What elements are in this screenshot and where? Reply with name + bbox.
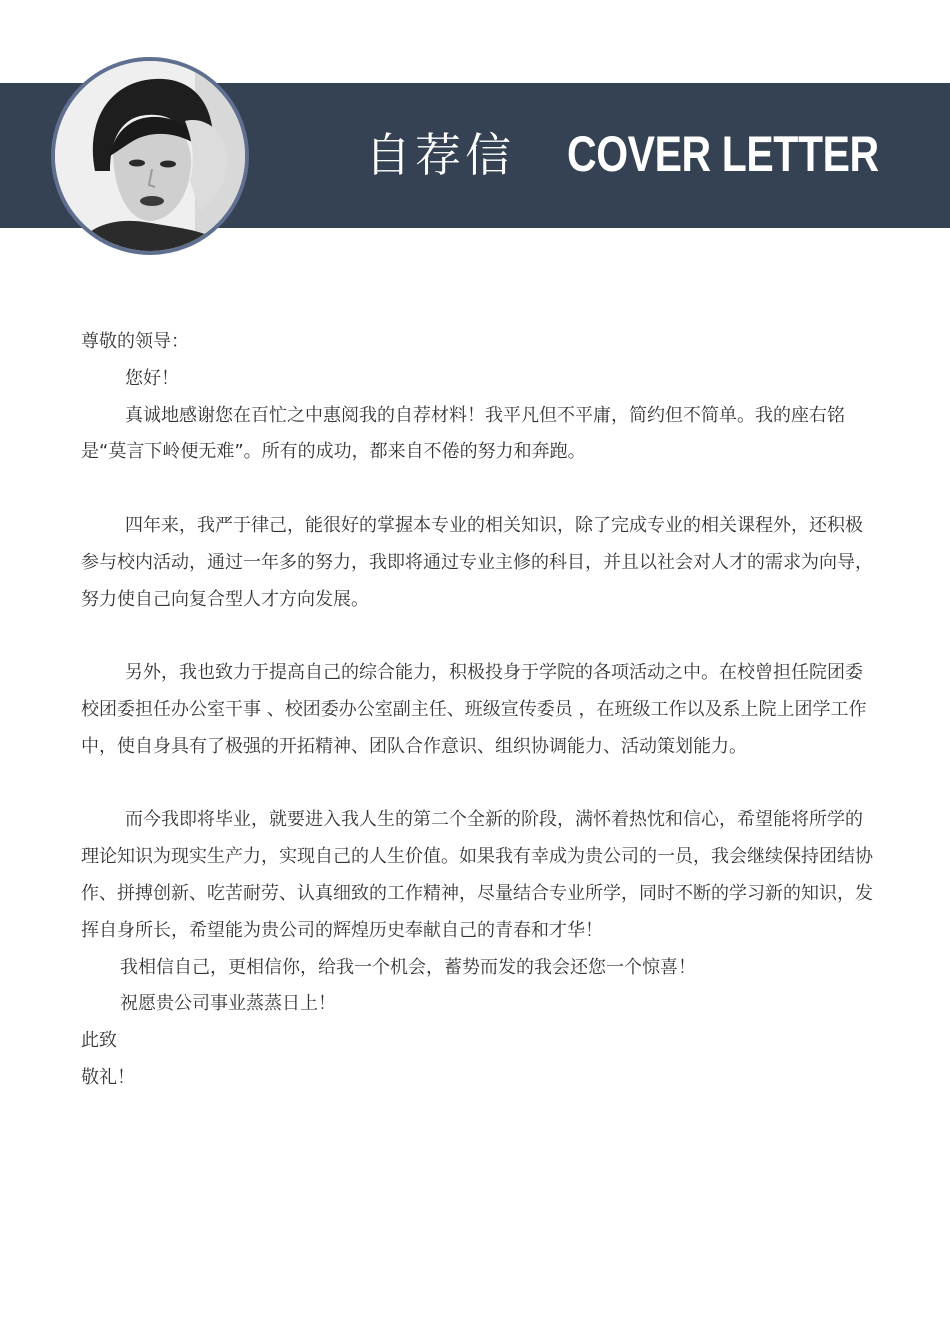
avatar (51, 57, 249, 255)
paragraph-6: 祝愿贵公司事业蒸蒸日上！ (120, 993, 336, 1015)
closing-line-1: 此致 (81, 1030, 117, 1052)
title-chinese: 自荐信 (365, 128, 515, 182)
letter-body (81, 324, 876, 1097)
closing-line-2: 敬礼！ (81, 1066, 135, 1088)
paragraph-1: 真诚地感谢您在百忙之中惠阅我的自荐材料！我平凡但不平庸，简约但不简单。我的座右铭是“莫言下岭便无难”。所有的成功，都来自不倦的努力和奔跑。 (81, 404, 845, 463)
paragraph-3: 另外，我也致力于提高自己的综合能力，积极投身于学院的各项活动之中。在校曾担任院团委校团委担任办公室干事 、校团委办公室副主任、班级宣传委员 ，在班级工作以及系上院上团学工作中，使自身具有了极强的开拓精神、团队合作意识、组织协调能力、活动策划能力。 (81, 662, 867, 757)
title-english: COVER LETTER (567, 126, 879, 182)
salutation: 尊敬的领导： (81, 331, 189, 352)
paragraph-2: 四年来，我严于律己，能很好的掌握本专业的相关知识，除了完成专业的相关课程外，还积极参与校内活动，通过一年多的努力，我即将通过专业主修的科目，并且以社会对人才的需求为向导，努力使自己向复合型人才方向发展。 (81, 514, 873, 610)
paragraph-5: 我相信自己，更相信你，给我一个机会，蓄势而发的我会还您一个惊喜！ (120, 956, 696, 978)
paragraph-4: 而今我即将毕业，就要进入我人生的第二个全新的阶段，满怀着热忱和信心，希望能将所学的理论知识为现实生产力，实现自己的人生价值。如果我有幸成为贵公司的一员，我会继续保持团结协作、拼搏创新、吃苦耐劳、认真细致的工作精神，尽量结合专业所学，同时不断的学习新的知识，发挥自身所长，希望能为贵公司的辉煌历史奉献自己的青春和才华！ (81, 809, 873, 941)
greeting: 您好！ (125, 367, 179, 389)
portrait-photo-icon (55, 61, 245, 251)
